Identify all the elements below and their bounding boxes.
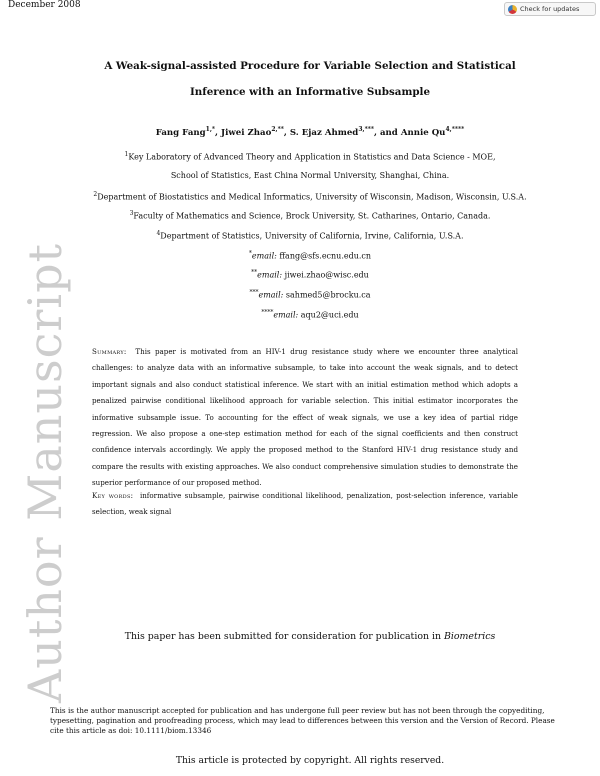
affiliation-text: Faculty of Mathematics and Science, Brock University, St. Catharines, Ontario, Canada. xyxy=(133,211,491,221)
affiliation-text: Department of Biostatistics and Medical Informatics, University of Wisconsin, Madison, Wisconsin, U.S.A. xyxy=(97,192,527,202)
author-name: Fang Fang xyxy=(155,127,206,138)
affiliation-3 xyxy=(60,210,560,221)
affiliation-mark: 1 xyxy=(124,151,129,158)
keywords-text: informative subsample, pairwise conditional likelihood, penalization, post-selection inference, variable selection, weak signal xyxy=(92,491,518,516)
email-label: email: xyxy=(251,251,277,261)
author-separator: , and xyxy=(374,127,401,138)
email-address[interactable]: jiwei.zhao@wisc.edu xyxy=(284,270,369,280)
email-label: email: xyxy=(258,290,284,300)
summary-label: Summary: xyxy=(92,347,127,356)
check-for-updates-label: Check for updates xyxy=(520,5,580,13)
affiliation-4 xyxy=(60,230,560,241)
author-separator: , xyxy=(215,127,222,138)
author-mark: 4,**** xyxy=(445,126,465,133)
manuscript-footnote: This is the author manuscript accepted for publication and has undergone full peer review but has not been through the copyediting, typesetting, pagination and proofreading process, which may lead to differences between this version and the Version of Record. Please cite this article as doi: 10.1111/biom.13346 xyxy=(50,706,555,735)
email-label: email: xyxy=(257,270,283,280)
summary-paragraph xyxy=(92,344,518,492)
email-line xyxy=(60,309,560,320)
submission-prefix: This paper has been submitted for consideration for publication in xyxy=(124,631,444,642)
author-list xyxy=(60,126,560,138)
affiliation-text: Department of Statistics, University of California, Irvine, California, U.S.A. xyxy=(160,231,464,241)
submission-note xyxy=(60,631,560,642)
email-label: email: xyxy=(273,310,299,320)
email-line xyxy=(60,269,560,280)
affiliation-text: Key Laboratory of Advanced Theory and Application in Statistics and Data Science - MOE, xyxy=(128,152,496,162)
crossmark-icon xyxy=(508,5,517,14)
email-mark: *** xyxy=(249,289,259,296)
keywords-paragraph xyxy=(92,488,518,520)
journal-name: Biometrics xyxy=(444,631,496,642)
email-address[interactable]: sahmed5@brocku.ca xyxy=(285,290,371,300)
author-name: S. Ejaz Ahmed xyxy=(289,127,359,138)
check-for-updates-button[interactable] xyxy=(504,2,596,16)
title-line: A Weak-signal-assisted Procedure for Variable Selection and Statistical xyxy=(104,60,516,72)
paper-title xyxy=(60,53,560,105)
email-address[interactable]: aqu2@uci.edu xyxy=(300,310,359,320)
email-line xyxy=(60,250,560,261)
author-name: Jiwei Zhao xyxy=(221,127,272,138)
keywords-label: Key words: xyxy=(92,491,134,500)
header-date: December 2008 xyxy=(8,0,81,10)
affiliation-mark: 2 xyxy=(93,191,98,198)
email-mark: **** xyxy=(261,309,274,316)
email-mark: ** xyxy=(251,269,258,276)
author-mark: 3,*** xyxy=(358,126,374,133)
author-name: Annie Qu xyxy=(400,127,446,138)
email-line xyxy=(60,289,560,300)
email-address[interactable]: ffang@sfs.ecnu.edu.cn xyxy=(279,251,372,261)
copyright-notice: This article is protected by copyright. All rights reserved. xyxy=(175,755,445,766)
author-mark: 2,** xyxy=(271,126,284,133)
summary-text: This paper is motivated from an HIV-1 drug resistance study where we encounter three analytical challenges: to analyze data with an informative subsample, to take into account the weak signals, and to detect important signals and also conduct statistical inference. We start with an initial estimation method which adopts a penalized pairwise conditional likelihood approach for variable selection. This initial estimator incorporates the informative subsample issue. To accounting for the effect of weak signals, we use a key idea of partial ridge regression. We also propose a one-step estimation method for each of the signal coefficients and then construct confidence intervals accordingly. We apply the proposed method to the Stanford HIV-1 drug resistance study and compare the results with existing approaches. We also conduct comprehensive simulation studies to demonstrate the superior performance of our proposed method. xyxy=(92,347,518,488)
title-line: Inference with an Informative Subsample xyxy=(189,86,431,98)
author-mark: 1,* xyxy=(205,126,216,133)
affiliation-1-line-2: School of Statistics, East China Normal University, Shanghai, China. xyxy=(170,171,450,180)
affiliation-1 xyxy=(60,151,560,162)
affiliation-2 xyxy=(60,191,560,202)
author-separator: , xyxy=(283,127,290,138)
affiliation-mark: 3 xyxy=(129,210,134,217)
author-manuscript-watermark: Author Manuscript xyxy=(18,242,72,704)
affiliation-mark: 4 xyxy=(156,230,161,237)
email-mark: * xyxy=(248,250,252,257)
